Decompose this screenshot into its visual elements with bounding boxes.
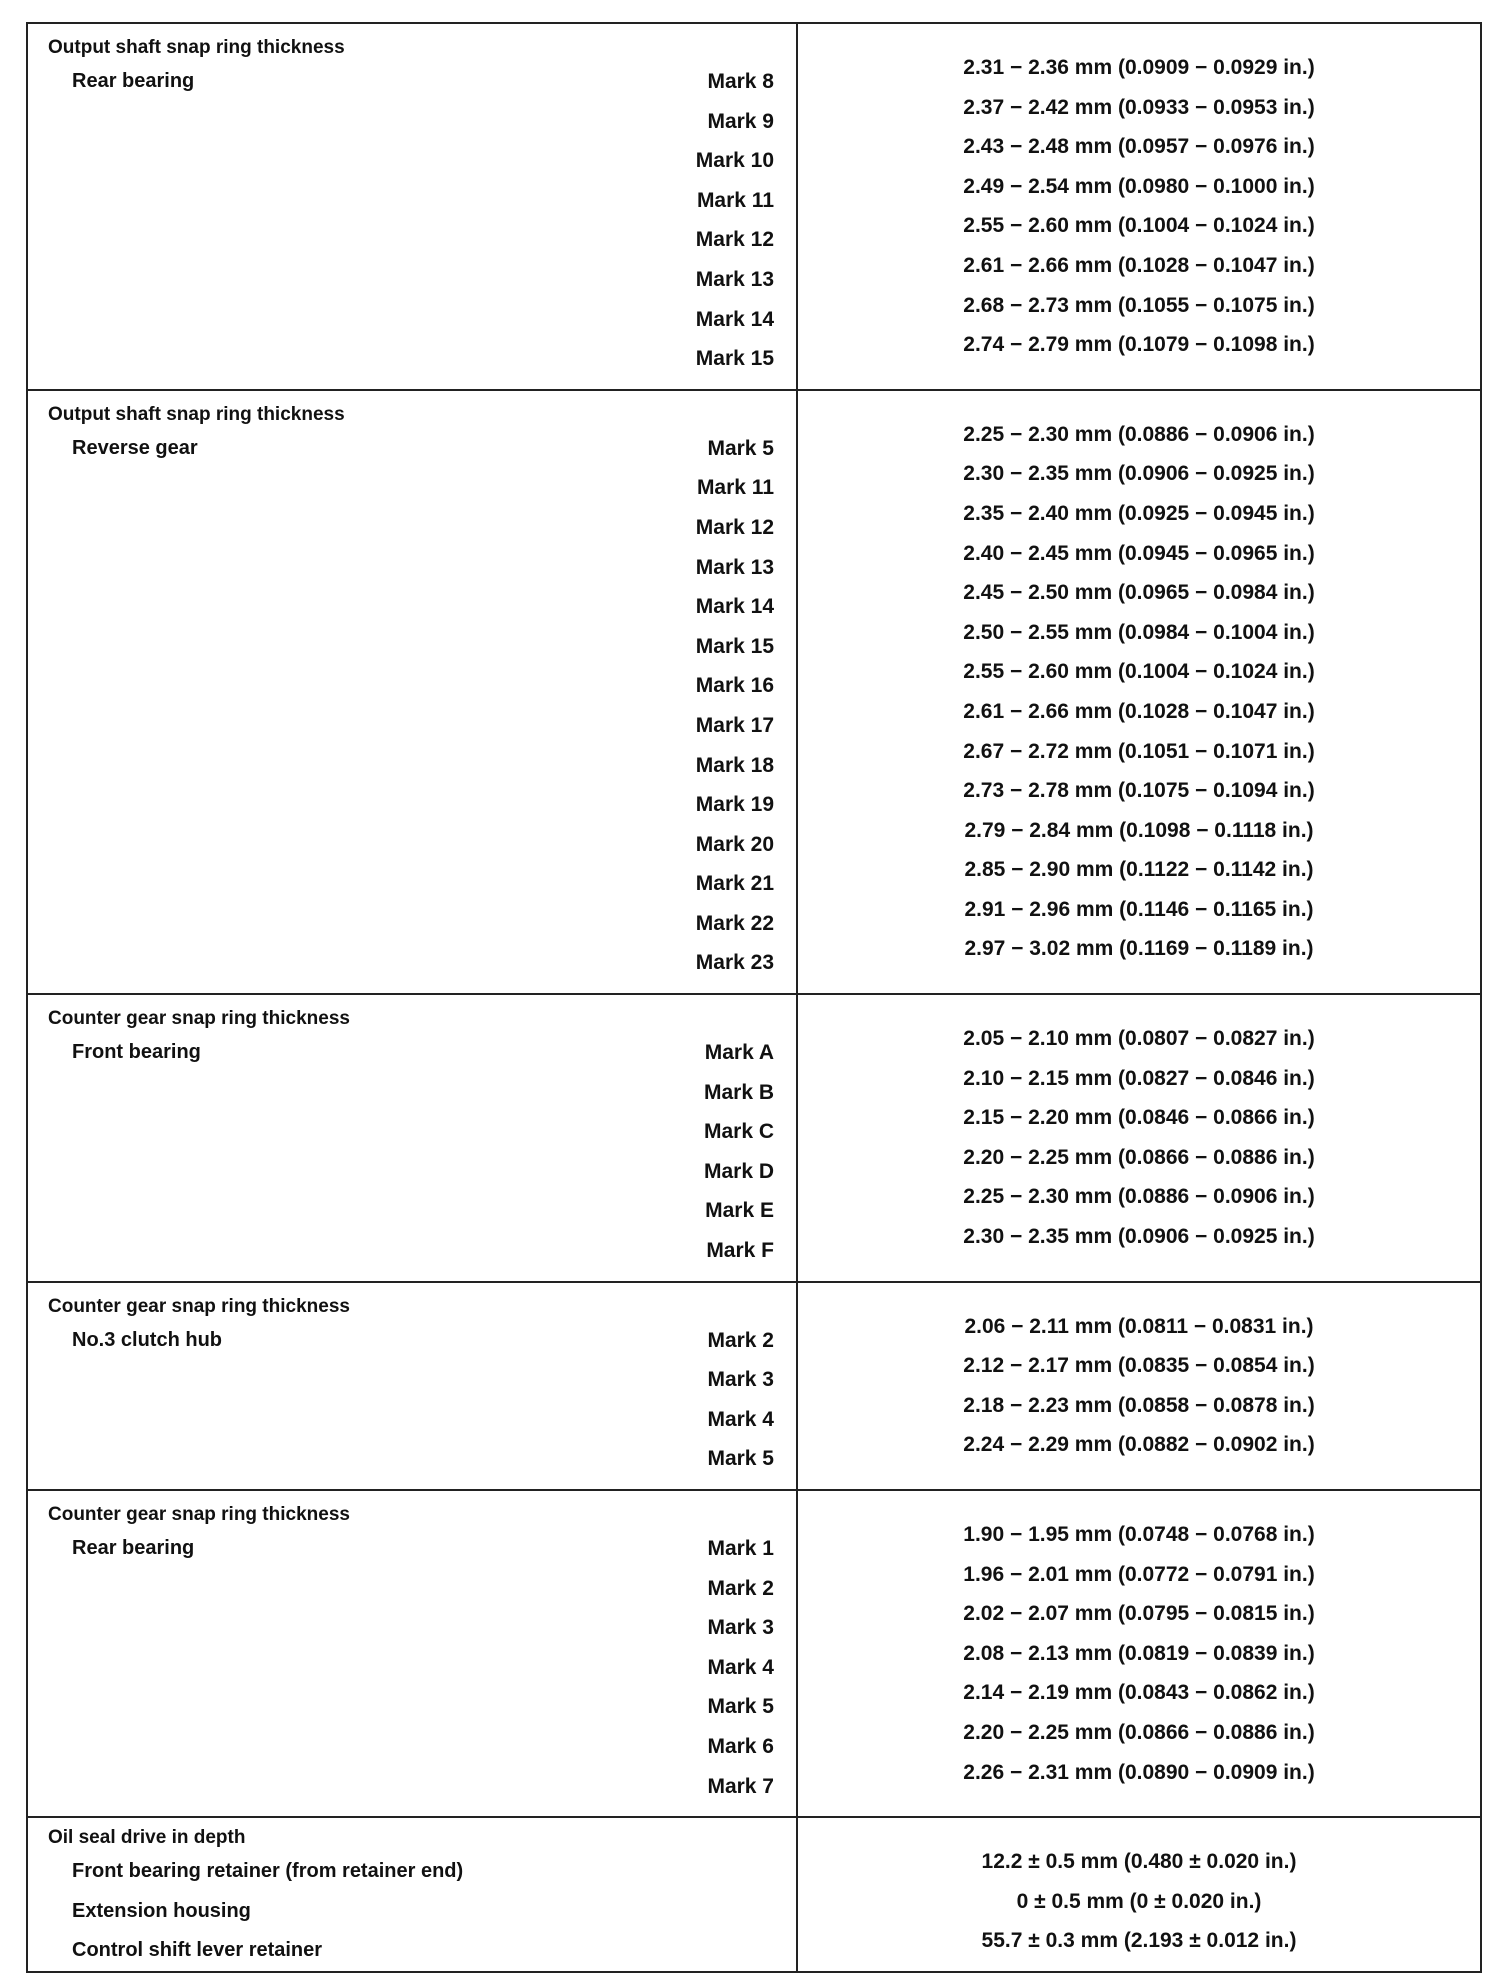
mark-label: Mark 3 — [707, 1616, 774, 1640]
thickness-value: 2.85 − 2.90 mm (0.1122 − 0.1142 in.) — [964, 858, 1314, 882]
mark-label: Mark 1 — [707, 1537, 774, 1560]
mark-line — [28, 508, 796, 548]
mark-label: Mark 4 — [707, 1655, 774, 1679]
mark-label: Mark 17 — [695, 713, 774, 737]
oil-seal-label-lines — [28, 1852, 796, 1971]
oil-seal-value: 12.2 ± 0.5 mm (0.480 ± 0.020 in.) — [981, 1850, 1297, 1874]
oil-seal-item-label: Control shift lever retainer — [72, 1939, 323, 1962]
thickness-value: 2.73 − 2.78 mm (0.1075 − 0.1094 in.) — [963, 779, 1315, 803]
mark-lines — [28, 1529, 796, 1806]
spec-table — [26, 22, 1482, 1973]
section-label-cell — [27, 390, 797, 994]
mark-label: Mark 2 — [707, 1328, 774, 1352]
mark-line — [28, 181, 796, 221]
thickness-value: 2.37 − 2.42 mm (0.0933 − 0.0953 in.) — [963, 95, 1315, 119]
mark-label: Mark 7 — [707, 1774, 774, 1798]
mark-line — [28, 1569, 796, 1609]
spec-section — [27, 994, 1481, 1282]
mark-label: Mark B — [703, 1080, 774, 1104]
thickness-value: 2.61 − 2.66 mm (0.1028 − 0.1047 in.) — [963, 699, 1315, 723]
mark-line — [28, 1321, 796, 1361]
mark-line — [28, 1152, 796, 1192]
mark-line — [28, 627, 796, 667]
thickness-value: 1.90 − 1.95 mm (0.0748 − 0.0768 in.) — [963, 1523, 1315, 1546]
thickness-value: 2.61 − 2.66 mm (0.1028 − 0.1047 in.) — [963, 253, 1315, 277]
mark-line — [28, 785, 796, 825]
mark-line — [28, 548, 796, 588]
mark-lines — [28, 1033, 796, 1271]
mark-label: Mark 23 — [695, 951, 774, 975]
section-subtitle: Rear bearing — [72, 70, 195, 92]
value-lines — [798, 1515, 1480, 1792]
mark-line — [28, 587, 796, 627]
mark-line — [28, 943, 796, 983]
mark-label: Mark 5 — [707, 1447, 774, 1471]
mark-line — [28, 102, 796, 142]
section-subtitle: Front bearing — [72, 1041, 201, 1064]
oil-seal-item-label: Extension housing — [72, 1899, 251, 1922]
mark-lines — [28, 62, 796, 379]
thickness-value: 2.02 − 2.07 mm (0.0795 − 0.0815 in.) — [963, 1602, 1315, 1626]
mark-line — [28, 1231, 796, 1271]
thickness-value: 2.91 − 2.96 mm (0.1146 − 0.1165 in.) — [964, 897, 1314, 921]
mark-label: Mark 5 — [707, 1695, 774, 1719]
spec-section — [27, 1282, 1481, 1490]
thickness-value: 2.12 − 2.17 mm (0.0835 − 0.0854 in.) — [963, 1354, 1315, 1378]
oil-seal-item-label: Front bearing retainer (from retainer end) — [72, 1860, 464, 1883]
spec-table-body — [27, 23, 1481, 1972]
mark-label: Mark 18 — [695, 753, 774, 777]
mark-line — [28, 864, 796, 904]
mark-line — [28, 1073, 796, 1113]
mark-label: Mark 6 — [707, 1734, 774, 1758]
oil-seal-line — [28, 1892, 796, 1932]
thickness-value: 2.55 − 2.60 mm (0.1004 − 0.1024 in.) — [963, 214, 1315, 238]
thickness-value: 2.68 − 2.73 mm (0.1055 − 0.1075 in.) — [963, 293, 1315, 317]
mark-label: Mark 9 — [707, 109, 774, 133]
mark-label: Mark 14 — [695, 595, 774, 619]
thickness-value: 1.96 − 2.01 mm (0.0772 − 0.0791 in.) — [963, 1562, 1315, 1586]
mark-line — [28, 1727, 796, 1767]
thickness-value: 2.43 − 2.48 mm (0.0957 − 0.0976 in.) — [963, 135, 1315, 159]
section-spacer — [28, 1479, 796, 1489]
section-label-cell — [27, 1282, 797, 1490]
mark-label: Mark A — [704, 1041, 774, 1065]
oil-seal-line — [28, 1931, 796, 1971]
mark-line — [28, 300, 796, 340]
mark-label: Mark 16 — [695, 674, 774, 698]
mark-label: Mark E — [705, 1199, 774, 1223]
thickness-value: 2.40 − 2.45 mm (0.0945 − 0.0965 in.) — [963, 541, 1315, 565]
mark-label: Mark 15 — [695, 347, 774, 371]
mark-label: Mark 22 — [695, 911, 774, 935]
thickness-value: 2.25 − 2.30 mm (0.0886 − 0.0906 in.) — [963, 1185, 1315, 1209]
section-value-cell — [797, 1490, 1481, 1817]
mark-line — [28, 1439, 796, 1479]
oil-seal-value-cell — [797, 1817, 1481, 1972]
thickness-value: 2.26 − 2.31 mm (0.0890 − 0.0909 in.) — [963, 1760, 1315, 1784]
section-value-cell — [797, 994, 1481, 1282]
mark-line — [28, 1033, 796, 1073]
section-label-cell — [27, 23, 797, 390]
thickness-value: 2.50 − 2.55 mm (0.0984 − 0.1004 in.) — [963, 620, 1315, 644]
mark-label: Mark 12 — [695, 228, 774, 252]
mark-lines — [28, 1321, 796, 1479]
section-subtitle: Rear bearing — [72, 1537, 195, 1559]
mark-line — [28, 746, 796, 786]
mark-label: Mark 19 — [695, 793, 774, 817]
oil-seal-line — [28, 1852, 796, 1892]
section-value-cell — [797, 23, 1481, 390]
mark-line — [28, 1687, 796, 1727]
thickness-value: 2.31 − 2.36 mm (0.0909 − 0.0929 in.) — [963, 56, 1315, 79]
mark-label: Mark 5 — [707, 436, 774, 460]
thickness-value: 2.15 − 2.20 mm (0.0846 − 0.0866 in.) — [963, 1106, 1315, 1130]
thickness-value: 2.49 − 2.54 mm (0.0980 − 0.1000 in.) — [963, 174, 1315, 198]
section-title: Output shaft snap ring thickness — [48, 403, 345, 425]
thickness-value: 2.55 − 2.60 mm (0.1004 − 0.1024 in.) — [963, 660, 1315, 684]
mark-line — [28, 62, 796, 102]
thickness-value: 2.14 − 2.19 mm (0.0843 − 0.0862 in.) — [963, 1681, 1315, 1705]
mark-line — [28, 904, 796, 944]
section-spacer — [28, 379, 796, 389]
mark-line — [28, 468, 796, 508]
oil-seal-label-cell — [27, 1817, 797, 1972]
mark-label: Mark 15 — [695, 634, 774, 658]
thickness-value: 2.35 − 2.40 mm (0.0925 − 0.0945 in.) — [963, 501, 1315, 525]
oil-seal-title: Oil seal drive in depth — [48, 1827, 246, 1849]
section-value-cell — [797, 1282, 1481, 1490]
thickness-value: 2.20 − 2.25 mm (0.0866 − 0.0886 in.) — [963, 1720, 1315, 1744]
thickness-value: 2.45 − 2.50 mm (0.0965 − 0.0984 in.) — [963, 581, 1315, 605]
mark-line — [28, 1191, 796, 1231]
thickness-value: 2.10 − 2.15 mm (0.0827 − 0.0846 in.) — [963, 1066, 1315, 1090]
value-lines — [798, 48, 1480, 365]
mark-line — [28, 339, 796, 379]
oil-seal-section — [27, 1817, 1481, 1972]
thickness-value: 2.20 − 2.25 mm (0.0866 − 0.0886 in.) — [963, 1145, 1315, 1169]
oil-seal-value: 0 ± 0.5 mm (0 ± 0.020 in.) — [1016, 1889, 1262, 1913]
mark-label: Mark 3 — [707, 1368, 774, 1392]
value-lines — [798, 1019, 1480, 1257]
section-title: Counter gear snap ring thickness — [48, 1295, 350, 1317]
mark-label: Mark 11 — [696, 188, 774, 212]
mark-line — [28, 429, 796, 469]
mark-line — [28, 1529, 796, 1569]
mark-lines — [28, 429, 796, 983]
thickness-value: 2.08 − 2.13 mm (0.0819 − 0.0839 in.) — [963, 1641, 1315, 1665]
mark-line — [28, 825, 796, 865]
mark-line — [28, 141, 796, 181]
mark-label: Mark 12 — [695, 515, 774, 539]
mark-label: Mark 14 — [695, 307, 774, 331]
mark-label: Mark 8 — [707, 70, 774, 93]
section-spacer — [28, 983, 796, 993]
value-lines — [798, 415, 1480, 969]
thickness-value: 2.74 − 2.79 mm (0.1079 − 0.1098 in.) — [963, 333, 1315, 357]
section-value-cell — [797, 390, 1481, 994]
mark-line — [28, 1112, 796, 1152]
oil-seal-value: 55.7 ± 0.3 mm (2.193 ± 0.012 in.) — [981, 1929, 1297, 1953]
thickness-value: 2.25 − 2.30 mm (0.0886 − 0.0906 in.) — [963, 422, 1315, 446]
section-subtitle: Reverse gear — [72, 436, 198, 459]
mark-label: Mark 20 — [695, 832, 774, 856]
thickness-value: 2.30 − 2.35 mm (0.0906 − 0.0925 in.) — [963, 462, 1315, 486]
mark-label: Mark 11 — [696, 476, 774, 500]
mark-label: Mark 13 — [695, 555, 774, 579]
mark-line — [28, 1648, 796, 1688]
section-subtitle: No.3 clutch hub — [72, 1328, 222, 1351]
value-lines — [798, 1307, 1480, 1465]
mark-line — [28, 260, 796, 300]
mark-label: Mark 10 — [695, 149, 774, 173]
oil-seal-value-lines — [798, 1842, 1480, 1961]
thickness-value: 2.67 − 2.72 mm (0.1051 − 0.1071 in.) — [963, 739, 1315, 763]
mark-label: Mark 21 — [695, 872, 774, 896]
mark-line — [28, 666, 796, 706]
thickness-value: 2.97 − 3.02 mm (0.1169 − 0.1189 in.) — [964, 937, 1314, 961]
thickness-value: 2.05 − 2.10 mm (0.0807 − 0.0827 in.) — [963, 1027, 1315, 1051]
mark-label: Mark F — [706, 1239, 774, 1263]
mark-label: Mark 4 — [707, 1407, 774, 1431]
mark-line — [28, 1400, 796, 1440]
section-label-cell — [27, 994, 797, 1282]
mark-line — [28, 1608, 796, 1648]
section-spacer — [28, 1806, 796, 1816]
mark-label: Mark 2 — [707, 1576, 774, 1600]
mark-line — [28, 1360, 796, 1400]
thickness-value: 2.18 − 2.23 mm (0.0858 − 0.0878 in.) — [963, 1393, 1315, 1417]
mark-line — [28, 220, 796, 260]
mark-line — [28, 706, 796, 746]
mark-label: Mark C — [703, 1120, 774, 1144]
thickness-value: 2.24 − 2.29 mm (0.0882 − 0.0902 in.) — [963, 1433, 1315, 1457]
section-label-cell — [27, 1490, 797, 1817]
thickness-value: 2.06 − 2.11 mm (0.0811 − 0.0831 in.) — [964, 1314, 1314, 1338]
spec-section — [27, 390, 1481, 994]
thickness-value: 2.79 − 2.84 mm (0.1098 − 0.1118 in.) — [964, 818, 1314, 842]
mark-label: Mark 13 — [695, 267, 774, 291]
section-title: Counter gear snap ring thickness — [48, 1504, 350, 1525]
section-title: Output shaft snap ring thickness — [48, 37, 345, 58]
section-title: Counter gear snap ring thickness — [48, 1008, 350, 1030]
spec-section — [27, 1490, 1481, 1817]
mark-label: Mark D — [703, 1159, 774, 1183]
thickness-value: 2.30 − 2.35 mm (0.0906 − 0.0925 in.) — [963, 1225, 1315, 1249]
mark-line — [28, 1767, 796, 1807]
section-spacer — [28, 1271, 796, 1281]
spec-section — [27, 23, 1481, 390]
